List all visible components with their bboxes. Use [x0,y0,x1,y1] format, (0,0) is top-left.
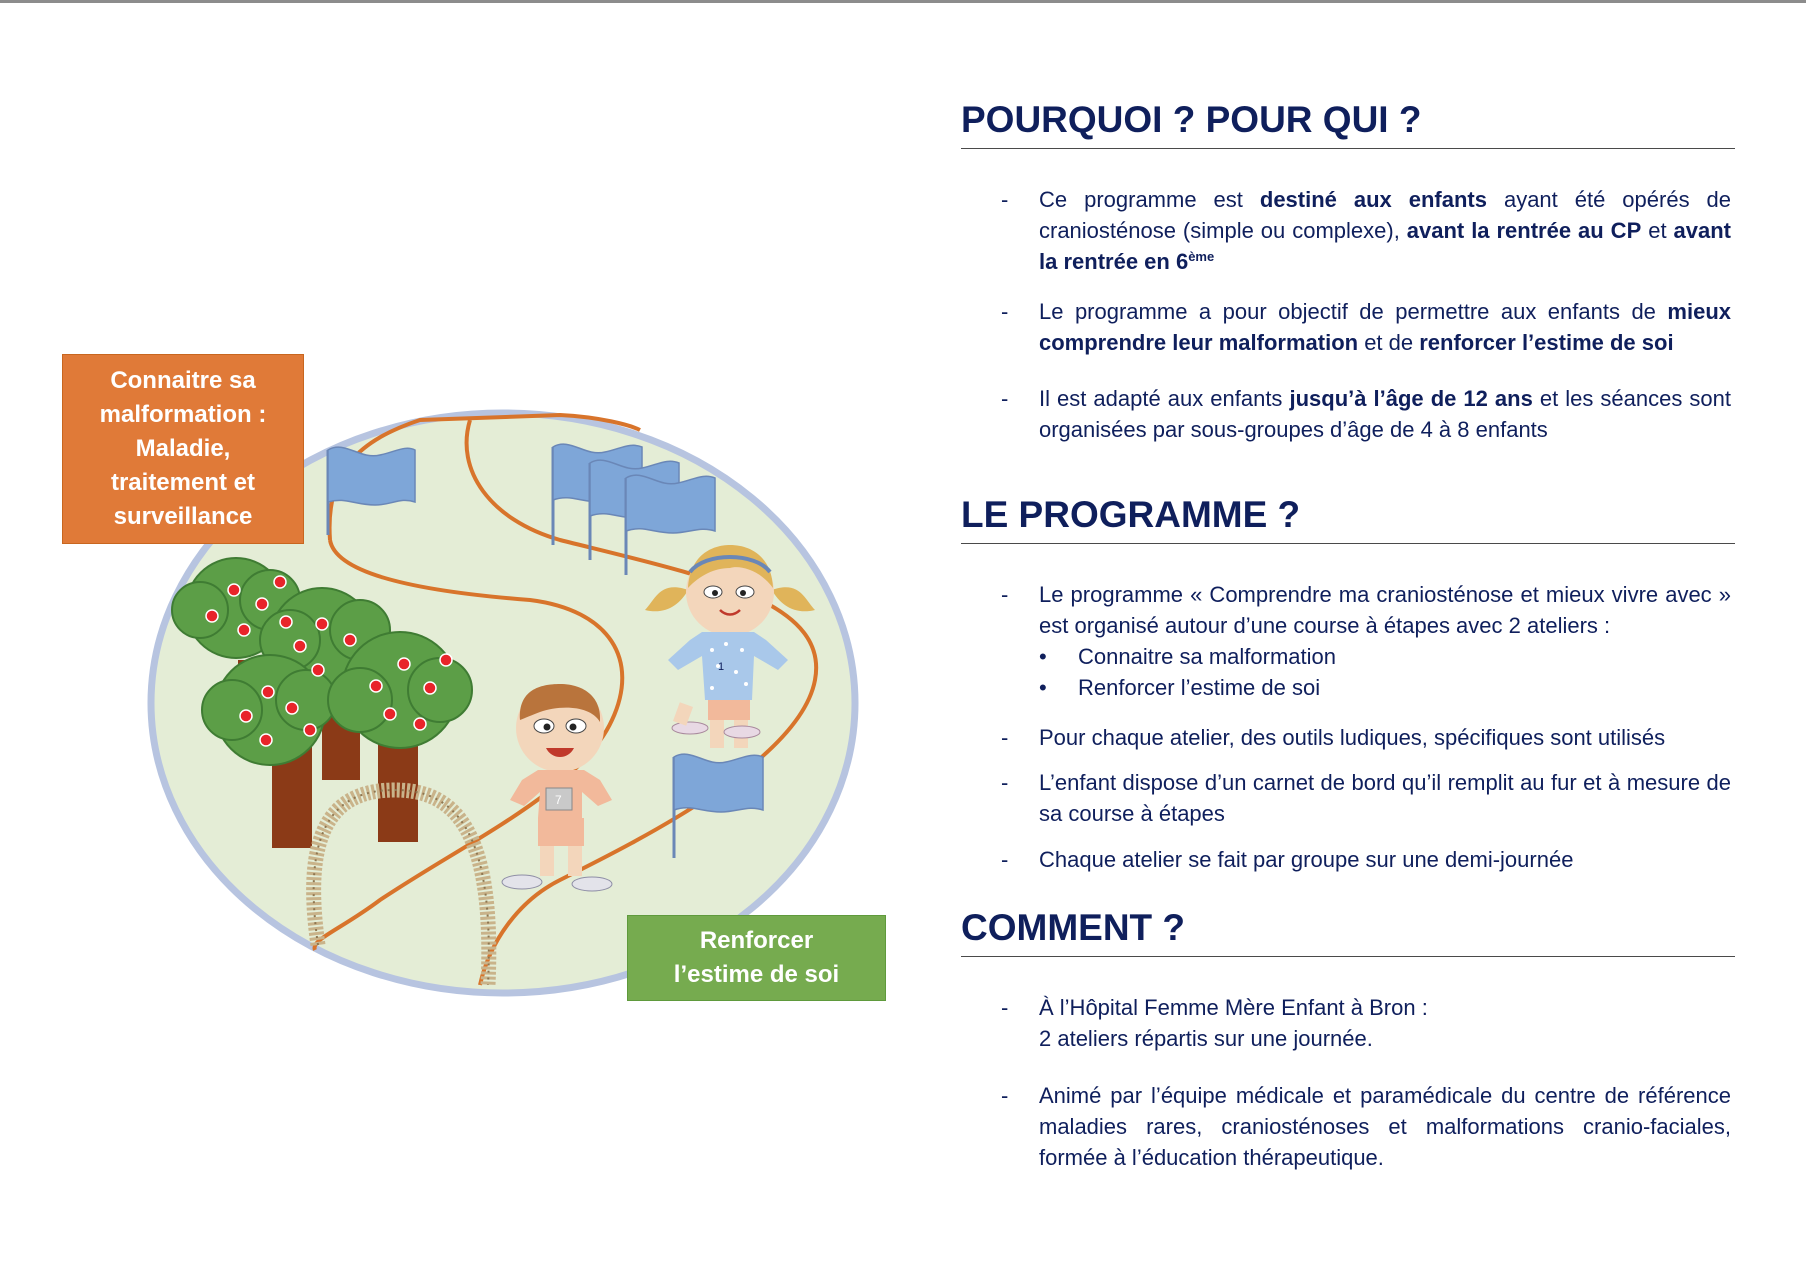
comment-line: 2 ateliers répartis sur une journée. [1039,1026,1373,1051]
dash-marker: - [1001,770,1009,795]
bold-text: destiné aux enfants [1259,187,1487,212]
badge-renforcer-estime [627,915,886,1001]
badge-right-line: l’estime de soi [673,961,840,988]
list-item-text: Chaque atelier se fait par groupe sur une demi-journée [1039,847,1574,872]
dash-marker: - [1001,725,1009,750]
text-run: Ce programme est [1039,187,1260,212]
badge-left-line: traitement et [110,469,256,496]
badge-connaitre-malformation [62,354,304,544]
comment-line: À l’Hôpital Femme Mère Enfant à Bron : [1039,995,1428,1020]
dash-marker: - [1001,582,1009,607]
section-title-programme: LE PROGRAMME ? [961,493,1735,544]
list-item-text: Pour chaque atelier, des outils ludiques, spécifiques sont utilisés [1039,725,1666,750]
dash-marker: - [1001,995,1009,1020]
rich-text [1039,296,1731,358]
text-run: et [1641,218,1674,243]
text-run: Le programme a pour objectif de permettre aux enfants de [1039,299,1668,324]
bold-text: avant la rentrée en 6 [1039,218,1731,274]
rich-text [1039,184,1731,277]
dash-marker: - [1001,847,1009,872]
bullet-item: • Connaitre sa malformation [1039,641,1731,672]
section-title-pourquoi: POURQUOI ? POUR QUI ? [961,98,1735,149]
list-item-text: L’enfant dispose d’un carnet de bord qu’il remplit au fur et à mesure de sa course à étapes [1039,770,1731,826]
badge-left-line: malformation : [99,401,267,428]
text-run: et les séances sont organisées par sous-groupes d’âge de 4 à 8 enfants [1039,386,1731,442]
rich-text [1039,383,1731,445]
dash-marker: - [1001,187,1009,212]
bullet-item: • Renforcer l’estime de soi [1039,672,1731,703]
girl-shirt-number: 1 [718,661,725,673]
badge-left-line: Maladie, [135,435,231,462]
boy-shirt-number: 7 [555,793,562,807]
badge-left-line: Connaitre sa [110,367,256,394]
dash-marker: - [1001,386,1009,411]
text-run: Il est adapté aux enfants [1039,386,1290,411]
bold-text: jusqu’à l’âge de 12 ans [1289,386,1533,411]
bullet-list [1039,641,1731,703]
text-run: ayant été opérés de craniosténose (simple ou complexe), [1039,187,1732,243]
bold-text: mieux comprendre leur malformation [1039,299,1731,355]
badge-right-line: Renforcer [699,927,814,954]
dash-marker: - [1001,299,1009,324]
text-run: et de [1358,330,1420,355]
list-item-text: Animé par l’équipe médicale et paramédicale du centre de référence maladies rares, craniosténoses et malformations cranio-faciales, formée à l’éducation thérapeutique. [1039,1083,1731,1170]
comment-location [1039,992,1731,1054]
programme-intro-text: Le programme « Comprendre ma craniosténose et mieux vivre avec » est organisé autour d’une course à étapes avec 2 ateliers : [1039,582,1731,638]
badge-left-line: surveillance [113,503,253,530]
section-title-comment: COMMENT ? [961,906,1735,957]
dash-marker: - [1001,1083,1009,1108]
programme-intro [1039,579,1731,703]
bold-text: renforcer l’estime de soi [1419,330,1674,355]
superscript: ème [1188,249,1215,264]
bold-text: avant la rentrée au CP [1406,218,1642,243]
